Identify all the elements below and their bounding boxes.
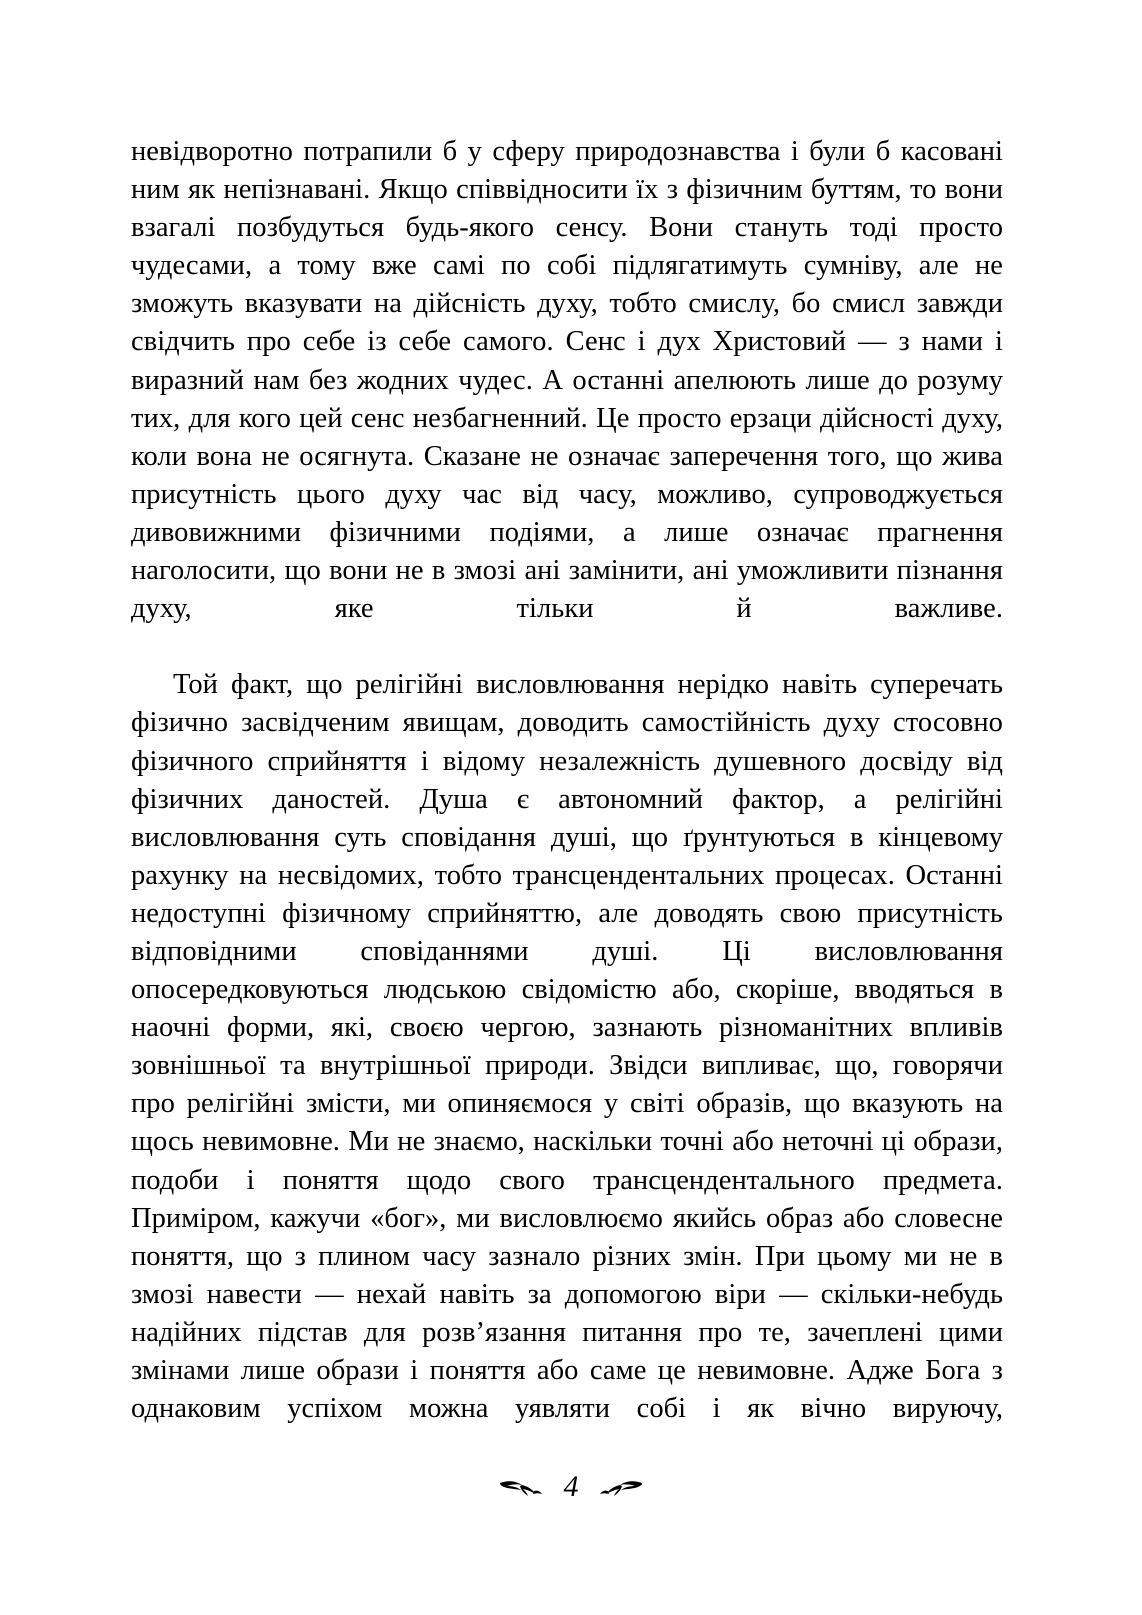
page-footer-folio (0, 1472, 1142, 1502)
leaf-flourish-right-icon (598, 1477, 644, 1499)
page-text-block (131, 133, 1003, 1466)
paragraph-1: невідворотно потрапили б у сферу природознавства і були б касовані ним як непізнавані. Якщо співвідносити їх з фізичним буттям, то вони взагалі позбудуться будь-якого сенсу. Вони стануть тоді просто чудесами, а тому вже самі по собі підлягатимуть сумніву, але не зможуть вказувати на дійсність духу, тобто смислу, бо смисл завжди свідчить про себе із себе самого. Сенс і дух Христовий — з нами і виразний нам без жодних чудес. А останні апелюють лише до розуму тих, для кого цей сенс незбагненний. Це просто ерзаци дійсності духу, коли вона не осягнута. Сказане не означає заперечення того, що жива присутність цього духу час від часу, можливо, супроводжується дивовижними фізичними подіями, а лише означає прагнення наголосити, що вони не в змозі ані замінити, ані уможливити пізнання духу, яке тільки й важливе. (131, 136, 1003, 625)
leaf-flourish-left-icon (498, 1477, 544, 1499)
page-number: 4 (563, 1470, 579, 1503)
paragraph-2: Той факт, що релігійні висловлювання нерідко навіть суперечать фізично засвідченим явищам, доводить самостійність духу стосовно фізичного сприйняття і відому незалежність душевного досвіду від фізичних даностей. Душа є автономний фактор, а релігійні висловлювання суть сповідання душі, що ґрунтуються в кінцевому рахунку на несвідомих, тобто трансцендентальних процесах. Останні недоступні фізичному сприйняттю, але доводять свою присутність відповідними сповіданнями душі. Ці висловлювання опосередковуються людською свідомістю або, скоріше, вводяться в наочні форми, які, своєю чергою, зазнають різноманітних впливів зовнішньої та внутрішньої природи. Звідси випливає, що, говорячи про релігійні змісти, ми опиняємося у світі образів, що вказують на щось невимовне. Ми не знаємо, наскільки точні або неточні ці образи, подоби і поняття щодо свого трансцендентального предмета. Приміром, кажучи «бог», ми висловлюємо якийсь образ або словесне поняття, що з плином часу зазнало різних змін. При цьому ми не в змозі навести — нехай навіть за допомогою віри — скільки-небудь надійних підстав для розв’язання питання про те, зачеплені цими змінами лише образи і поняття або саме це невимовне. Адже Бога з однаковим успіхом можна уявляти собі і як вічно вируючу, (131, 669, 1003, 1425)
